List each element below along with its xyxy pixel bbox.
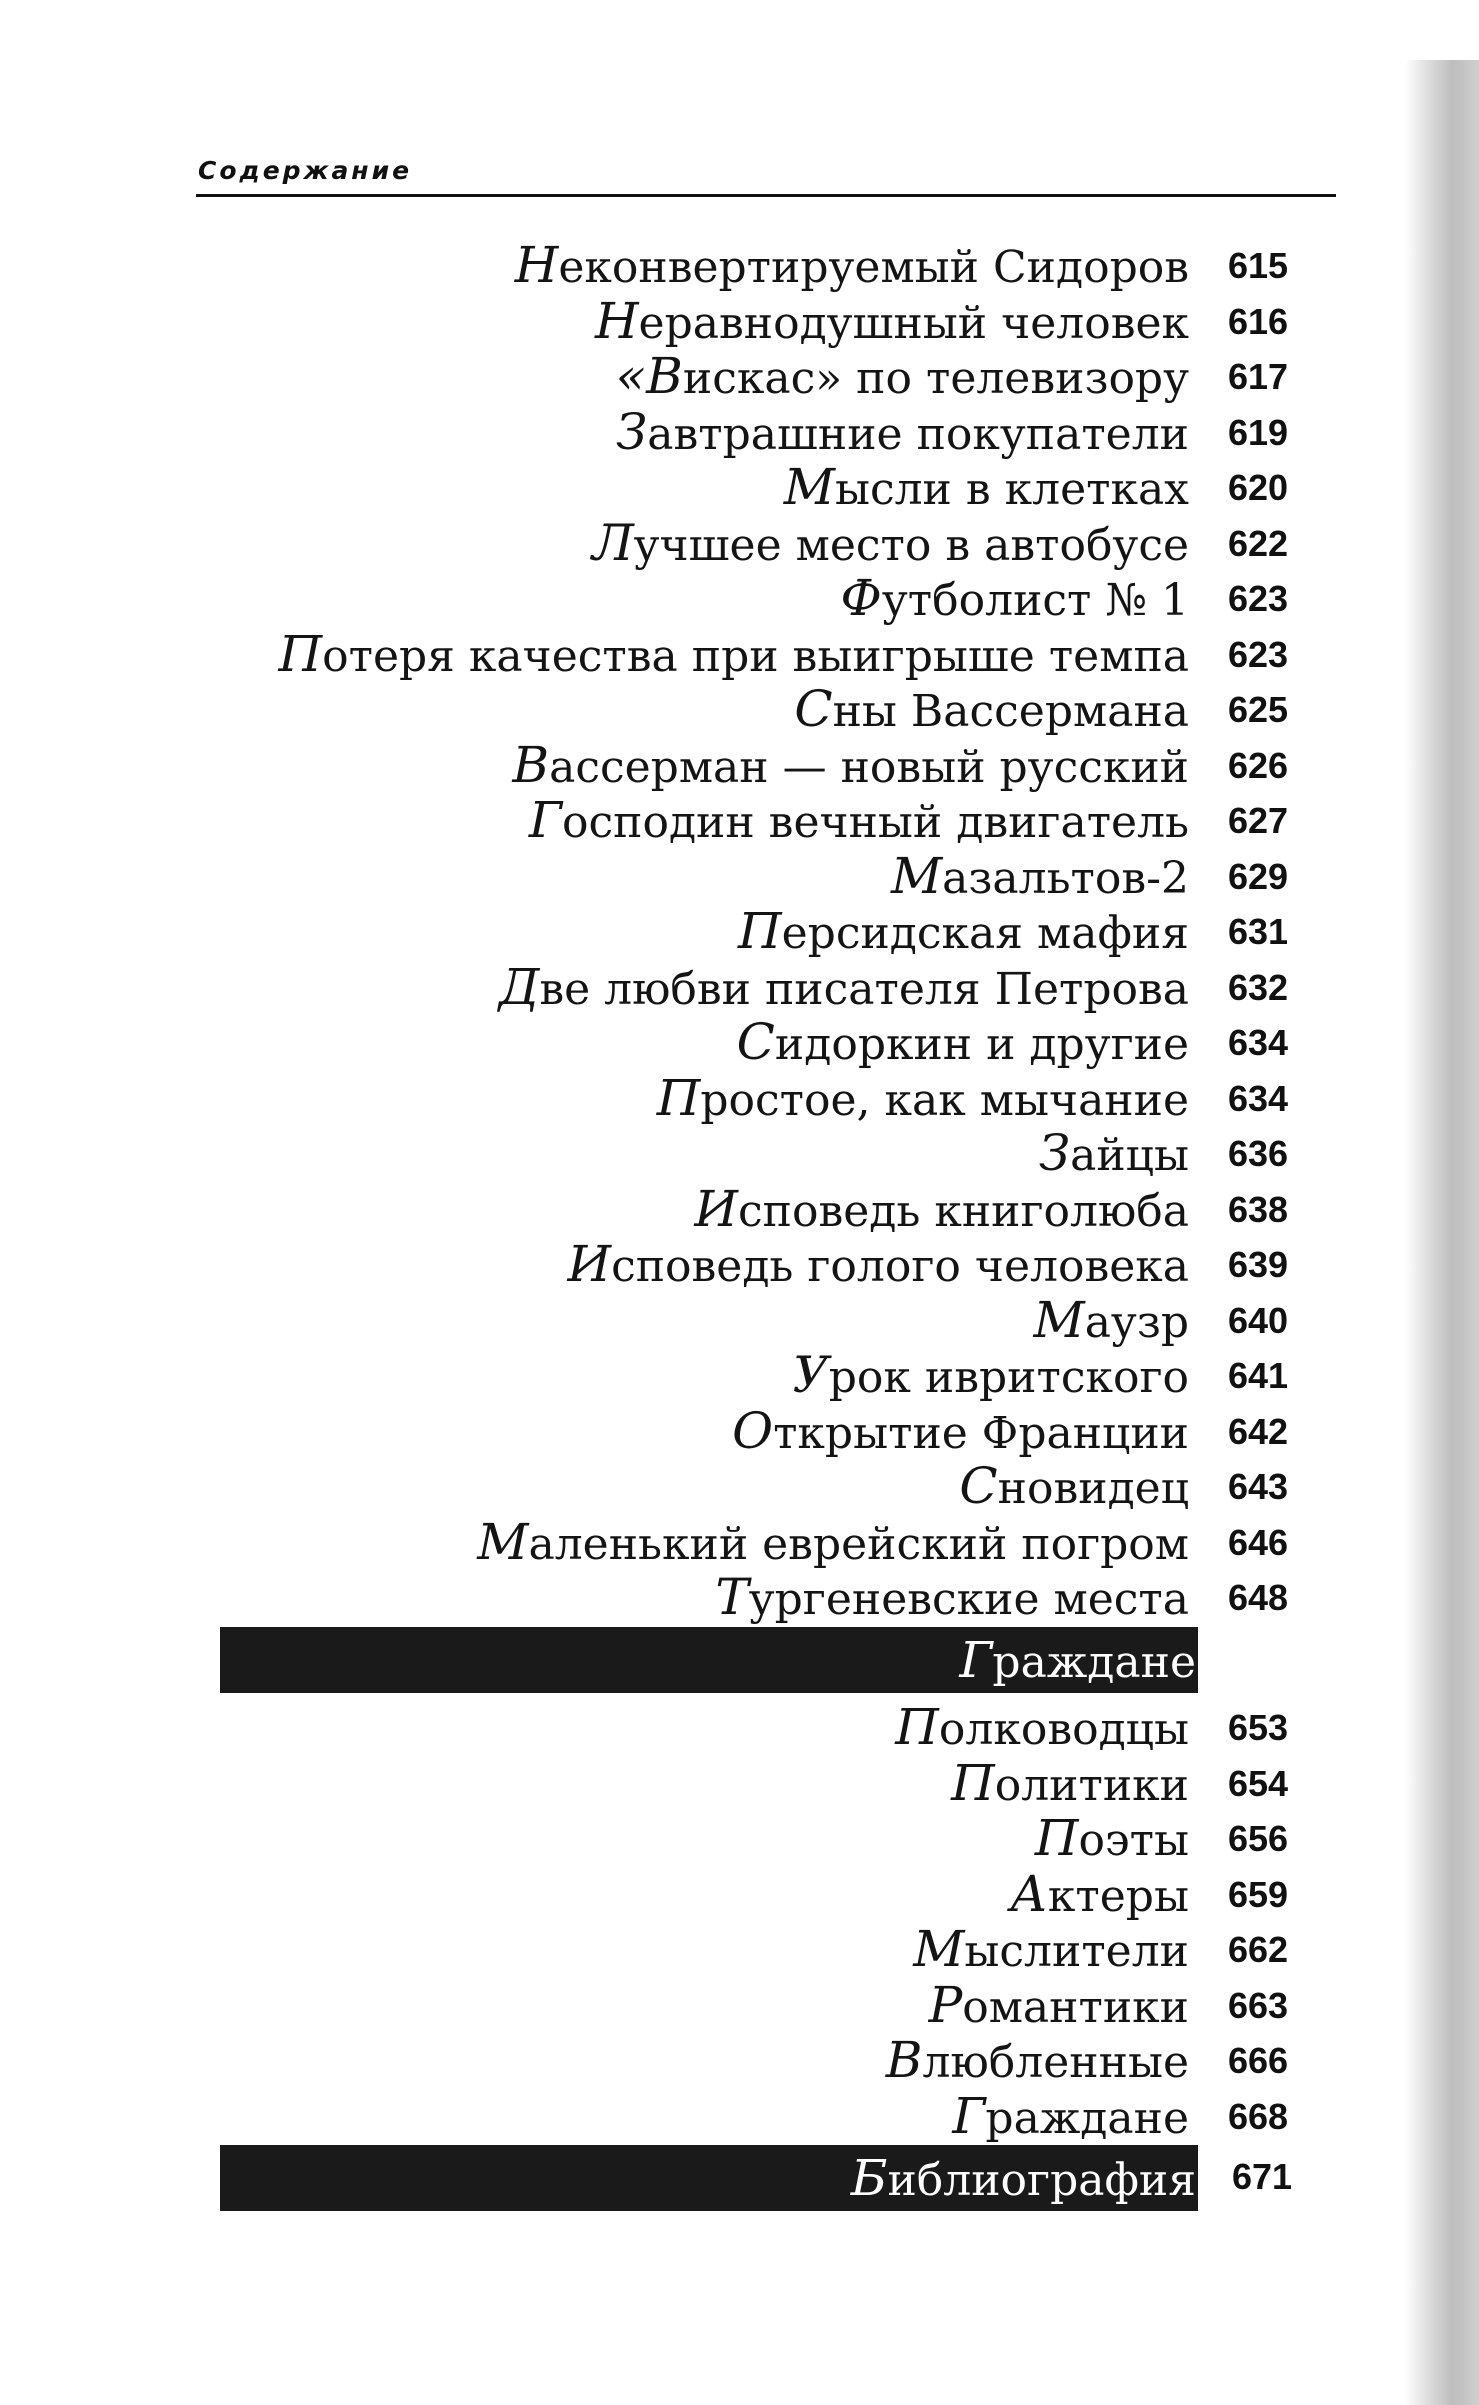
toc-entry bbox=[0, 402, 1479, 461]
toc-entry bbox=[0, 735, 1479, 794]
toc-entry-page-number: 640 bbox=[1228, 1299, 1289, 1341]
toc-entry-page-number: 646 bbox=[1228, 1521, 1289, 1563]
toc-entry-page-number: 622 bbox=[1228, 522, 1289, 564]
toc-entry-page-number: 634 bbox=[1228, 1077, 1289, 1119]
toc-entry-page-number: 654 bbox=[1228, 1762, 1289, 1804]
toc-entry-page-number: 629 bbox=[1228, 855, 1289, 897]
toc-entry bbox=[0, 1864, 1479, 1923]
toc-entry bbox=[0, 1348, 1479, 1404]
toc-entry-page-number: 662 bbox=[1228, 1929, 1289, 1970]
toc-entry bbox=[0, 1068, 1479, 1127]
toc-entry bbox=[0, 291, 1479, 350]
toc-entry-title: Две любви писателя Петрова bbox=[498, 957, 1189, 1016]
toc-entry bbox=[0, 1290, 1479, 1349]
toc-entry bbox=[0, 1459, 1479, 1515]
toc-entry-page-number: 643 bbox=[1228, 1466, 1289, 1507]
toc-entry-title: Вассерман — новый русский bbox=[512, 735, 1189, 794]
toc-entry-page-number: 617 bbox=[1228, 356, 1289, 397]
toc-entry bbox=[0, 1811, 1479, 1867]
toc-entry bbox=[0, 1570, 1479, 1626]
toc-entry-title: Сны Вассермана bbox=[794, 680, 1189, 738]
toc-entry bbox=[0, 793, 1479, 849]
toc-entry-page-number: 619 bbox=[1228, 411, 1289, 453]
toc-entry-page-number: 616 bbox=[1228, 300, 1289, 342]
toc-list-main bbox=[0, 238, 1479, 1626]
toc-entry bbox=[0, 513, 1479, 572]
toc-entry-page-number: 626 bbox=[1228, 744, 1289, 786]
toc-entry bbox=[0, 2086, 1479, 2145]
toc-entry-page-number: 648 bbox=[1228, 1577, 1289, 1618]
toc-entry bbox=[0, 2033, 1479, 2089]
toc-entry-title: Маузр bbox=[1033, 1290, 1189, 1349]
bibliography-bar bbox=[220, 2145, 1198, 2211]
toc-entry-title: Мысли в клетках bbox=[783, 458, 1189, 516]
toc-entry bbox=[0, 846, 1479, 905]
toc-entry bbox=[0, 238, 1479, 294]
toc-entry-page-number: 631 bbox=[1228, 911, 1289, 952]
toc-entry-title: Исповедь книголюба bbox=[694, 1179, 1189, 1238]
toc-entry-title: Маленький еврейский погром bbox=[477, 1512, 1189, 1571]
toc-entry-title: Полководцы bbox=[895, 1698, 1189, 1756]
toc-entry-title: Тургеневские места bbox=[715, 1568, 1189, 1626]
toc-entry bbox=[0, 1179, 1479, 1238]
toc-entry-title: Урок ивритского bbox=[792, 1346, 1189, 1404]
toc-entry bbox=[0, 624, 1479, 683]
toc-entry-page-number: 663 bbox=[1228, 1984, 1289, 2026]
toc-entry-page-number: 642 bbox=[1228, 1410, 1289, 1452]
section-heading-bar bbox=[220, 1627, 1198, 1693]
running-header: Содержание bbox=[198, 156, 413, 185]
toc-entry-page-number: 659 bbox=[1228, 1873, 1289, 1915]
toc-entry-page-number: 623 bbox=[1228, 578, 1289, 619]
bibliography-page-number: 671 bbox=[1232, 2156, 1293, 2197]
toc-entry bbox=[0, 1401, 1479, 1460]
toc-entry-title: Неконвертируемый Сидоров bbox=[514, 236, 1189, 294]
toc-entry-page-number: 668 bbox=[1228, 2095, 1289, 2137]
toc-entry-page-number: 636 bbox=[1228, 1133, 1289, 1174]
toc-entry-page-number: 620 bbox=[1228, 467, 1289, 508]
toc-entry bbox=[0, 1753, 1479, 1812]
toc-entry-page-number: 638 bbox=[1228, 1188, 1289, 1230]
toc-entry bbox=[0, 1015, 1479, 1071]
toc-entry bbox=[0, 904, 1479, 960]
toc-entry-page-number: 623 bbox=[1228, 633, 1289, 675]
toc-entry-title: Персидская мафия bbox=[738, 902, 1189, 960]
toc-entry-title: «Вискас» по телевизору bbox=[615, 347, 1189, 405]
toc-entry-page-number: 634 bbox=[1228, 1022, 1289, 1063]
toc-entry-title: Лучшее место в автобусе bbox=[591, 513, 1189, 572]
toc-entry-page-number: 653 bbox=[1228, 1707, 1289, 1748]
toc-entry-title: Граждане bbox=[952, 2086, 1189, 2145]
toc-entry bbox=[0, 349, 1479, 405]
toc-entry-title: Потеря качества при выигрыше темпа bbox=[278, 624, 1189, 683]
toc-entry-title: Мазальтов-2 bbox=[890, 846, 1189, 905]
toc-entry-page-number: 627 bbox=[1228, 800, 1289, 841]
toc-entry-page-number: 615 bbox=[1228, 245, 1289, 286]
toc-entry-title: Неравнодушный человек bbox=[594, 291, 1189, 350]
toc-entry-title: Романтики bbox=[928, 1975, 1189, 2034]
toc-entry bbox=[0, 1237, 1479, 1293]
toc-entry-page-number: 639 bbox=[1228, 1244, 1289, 1285]
toc-entry-title: Зайцы bbox=[1038, 1124, 1189, 1182]
bibliography-label: Библиография bbox=[850, 2149, 1196, 2207]
toc-entry bbox=[0, 571, 1479, 627]
section-heading-label: Граждане bbox=[959, 1631, 1196, 1689]
toc-entry-page-number: 656 bbox=[1228, 1818, 1289, 1859]
toc-entry-title: Исповедь голого человека bbox=[567, 1235, 1189, 1293]
toc-entry-title: Сидоркин и другие bbox=[736, 1013, 1189, 1071]
toc-entry bbox=[0, 1512, 1479, 1571]
toc-entry-title: Сновидец bbox=[959, 1457, 1189, 1515]
toc-list-section bbox=[0, 1700, 1479, 2144]
toc-entry-page-number: 625 bbox=[1228, 689, 1289, 730]
toc-entry-title: Завтрашние покупатели bbox=[616, 402, 1189, 461]
toc-entry-title: Господин вечный двигатель bbox=[528, 791, 1189, 849]
toc-entry-title: Поэты bbox=[1034, 1809, 1189, 1867]
toc-entry bbox=[0, 1700, 1479, 1756]
toc-entry bbox=[0, 1922, 1479, 1978]
toc-entry bbox=[0, 957, 1479, 1016]
toc-entry bbox=[0, 1975, 1479, 2034]
toc-entry-page-number: 641 bbox=[1228, 1355, 1289, 1396]
toc-entry-title: Актеры bbox=[1010, 1864, 1189, 1923]
toc-entry-title: Открытие Франции bbox=[732, 1401, 1189, 1460]
toc-entry-page-number: 666 bbox=[1228, 2040, 1289, 2081]
header-rule bbox=[196, 194, 1336, 197]
toc-entry-title: Мыслители bbox=[913, 1920, 1189, 1978]
toc-entry-title: Футболист № 1 bbox=[840, 569, 1189, 627]
toc-entry-title: Простое, как мычание bbox=[656, 1068, 1189, 1127]
toc-entry bbox=[0, 682, 1479, 738]
toc-entry-title: Влюбленные bbox=[885, 2031, 1189, 2089]
toc-entry bbox=[0, 460, 1479, 516]
toc-entry-page-number: 632 bbox=[1228, 966, 1289, 1008]
toc-entry-title: Политики bbox=[951, 1753, 1189, 1812]
toc-entry bbox=[0, 1126, 1479, 1182]
